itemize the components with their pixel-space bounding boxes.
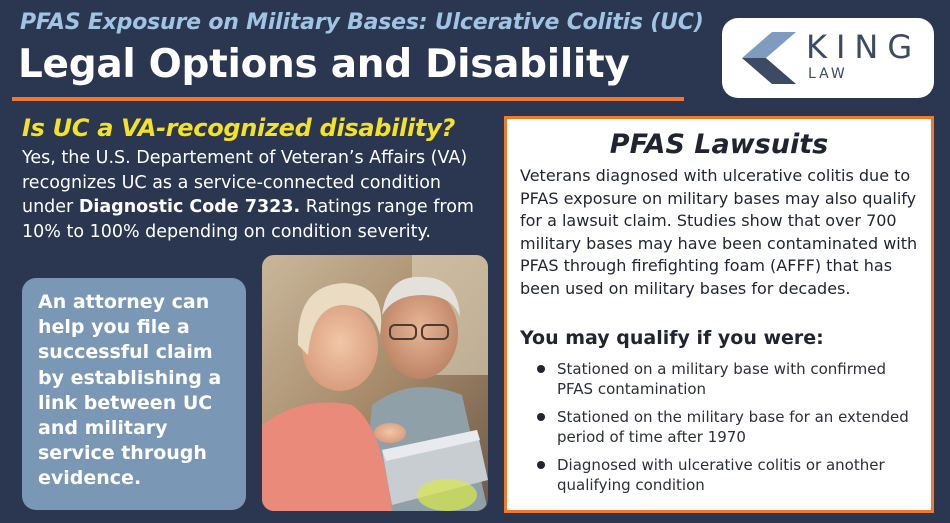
attorney-callout-text: An attorney can help you file a successful claim by establishing a link between UC and military service through evidence.	[38, 291, 222, 490]
chevron-left-icon	[742, 32, 798, 84]
bullet-icon	[537, 461, 545, 469]
bullet-icon	[537, 365, 545, 373]
qualify-heading: You may qualify if you were:	[520, 327, 824, 349]
pfas-lawsuits-panel	[504, 116, 934, 513]
va-question-heading: Is UC a VA-recognized disability?	[22, 114, 456, 142]
list-item	[535, 359, 915, 399]
king-law-logo	[722, 18, 934, 98]
attorney-callout-box	[22, 278, 246, 510]
list-item	[535, 407, 915, 447]
pfas-title: PFAS Lawsuits	[609, 129, 829, 160]
list-item-text: Diagnosed with ulcerative colitis or another qualifying condition	[557, 456, 885, 494]
va-answer-ratings: Ratings range from 10% to 100% depending on condition severity.	[22, 197, 474, 242]
logo-subword: LAW	[808, 66, 848, 82]
header-subtitle: PFAS Exposure on Military Bases: Ulcerative Colitis (UC)	[20, 10, 704, 35]
page-title: Legal Options and Disability	[18, 42, 630, 87]
list-item-text: Stationed on a military base with confirmed PFAS contamination	[557, 360, 887, 398]
qualify-list	[535, 359, 915, 503]
va-answer-text	[22, 146, 492, 244]
list-item-text: Stationed on the military base for an extended period of time after 1970	[557, 408, 909, 446]
bullet-icon	[537, 413, 545, 421]
couple-photo	[262, 255, 488, 511]
list-item	[535, 455, 915, 495]
diagnostic-code: Diagnostic Code 7323.	[78, 197, 301, 217]
logo-wordmark: KING	[806, 28, 922, 66]
va-answer-intro: Yes, the U.S. Departement of Veteran’s Affairs (VA) recognizes UC as a service-connected condition under	[22, 148, 468, 217]
pfas-body-text: Veterans diagnosed with ulcerative colitis due to PFAS exposure on military bases may also qualify for a lawsuit claim. Studies show that over 700 military bases may have been contaminated with PFAS through firefighting foam (AFFF) that has been used on military bases for decades.	[520, 166, 918, 298]
title-underline	[12, 97, 684, 101]
